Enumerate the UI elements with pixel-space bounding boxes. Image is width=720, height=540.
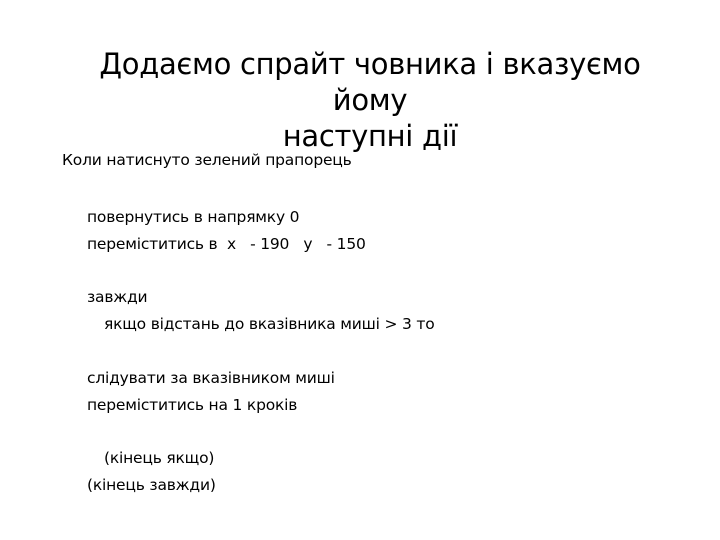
script-line-end-if: (кінець якщо) [104, 449, 215, 467]
script-line-if: якщо відстань до вказівника миші > 3 то [104, 315, 435, 333]
script-line-turn: повернутись в напрямку 0 [87, 208, 300, 226]
script-line-event: Коли натиснуто зелений прапорець [62, 151, 352, 169]
script-line-forever: завжди [87, 288, 148, 306]
script-line-move: переміститись на 1 кроків [87, 396, 298, 414]
slide-title [60, 46, 680, 154]
script-line-follow: слідувати за вказівником миші [87, 369, 335, 387]
script-line-goto: переміститись в x - 190 y - 150 [87, 235, 366, 253]
slide-title-line-1: Додаємо спрайт човника і вказуємо йому [99, 47, 641, 117]
script-line-end-forever: (кінець завжди) [87, 476, 216, 494]
slide-title-line-2: наступні дії [282, 119, 458, 153]
